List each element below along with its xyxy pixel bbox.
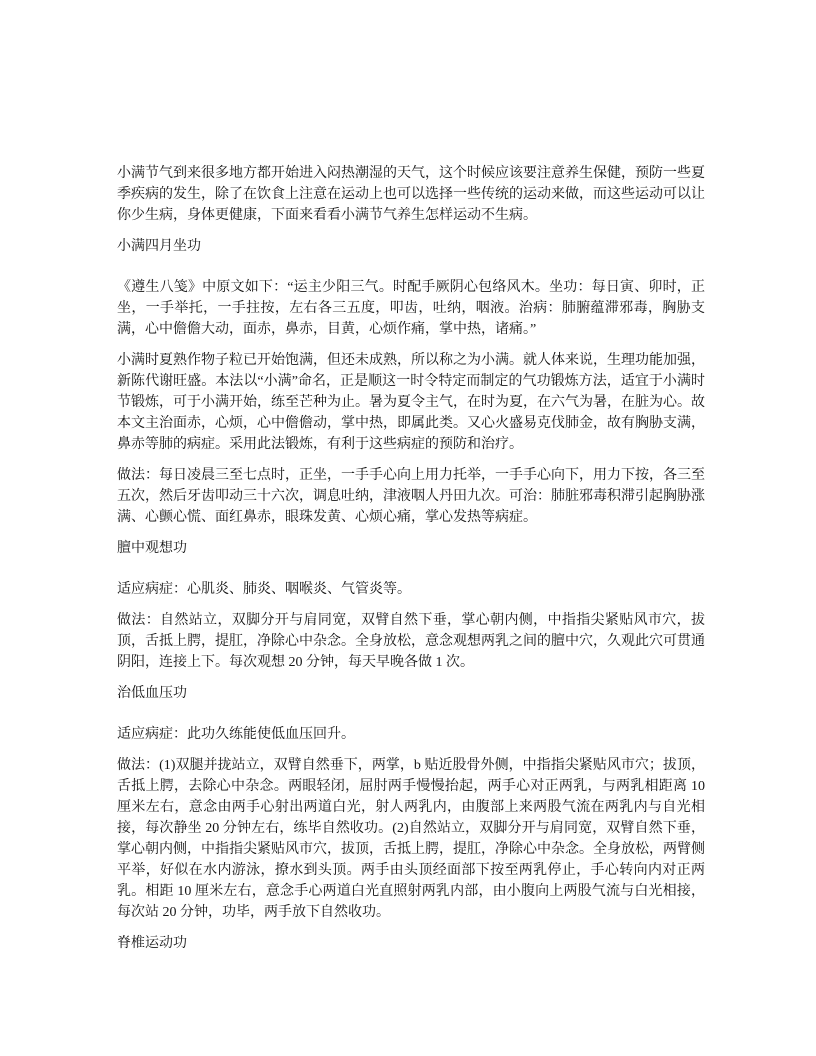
paragraph-dixueya-method: 做法：(1)双腿并拢站立，双臂自然垂下，两掌，b 贴近股骨外侧，中指指尖紧贴风市穴；拔顶，舌抵上腭，去除心中杂念。两眼轻闭，屈肘两手慢慢抬起，两手心对正两乳，与两乳相距离 10 厘米左右，意念由两手心射出两道白光，射人两乳内，由腹部上来两股气流在两乳内与自光相接，每次静坐 20 分钟左右，练毕自然收功。(2)自然站立，双脚分开与肩同宽，双臂自然下垂，掌心朝内侧，中指指尖紧贴风市穴，拔顶，舌抵上腭，提肛，净除心中杂念。全身放松，两臂侧平举，好似在水内游泳，撩水到头顶。两手由头顶经面部下按至两乳停止，手心转向内对正两乳。相距 10 厘米左右，意念手心两道白光直照射两乳内部，由小腹向上两股气流与白光相接，每次站 20 分钟，功毕，两手放下自然收功。 [117, 758, 705, 920]
paragraph-dixueya-indications: 适应病症：此功久练能使低血压回升。 [117, 727, 355, 742]
paragraph-zunsheng-bajian-quote: 《遵生八笺》中原文如下：“运主少阳三气。时配手厥阴心包络风木。坐功：每日寅、卯时，正坐，一手举托，一手拄按，左右各三五度，叩齿，吐纳，咽液。治病：肺腑蕴滞邪毒，胸胁支满，心中儋儋大动，面赤，鼻赤，目黄，心烦作痛，掌中热，诸痛。” [117, 280, 705, 337]
heading-xiaoman-siyue-zuogong: 小满四月坐功 [117, 239, 201, 254]
paragraph-tanzhong-method: 做法：自然站立，双脚分开与肩同宽，双臂自然下垂，掌心朝内侧，中指指尖紧贴风市穴，拔顶，舌抵上腭，提肛，净除心中杂念。全身放松，意念观想两乳之间的膻中穴，久观此穴可贯通阴阳，连接上下。每次观想 20 分钟，每天早晚各做 1 次。 [117, 613, 705, 670]
heading-zhi-dixueya-gong: 治低血压功 [117, 686, 187, 701]
paragraph-tanzhong-indications: 适应病症：心肌炎、肺炎、咽喉炎、气管炎等。 [117, 582, 411, 597]
paragraph-xiaoman-explanation: 小满时夏熟作物子粒已开始饱满，但还未成熟，所以称之为小满。就人体来说，生理功能加强，新陈代谢旺盛。本法以“小满”命名，正是顺这一时令特定而制定的气功锻炼方法，适宜于小满时节锻炼，可于小满开始，练至芒种为止。暑为夏令主气，在时为夏，在六气为暑，在脏为心。故本文主治面赤，心烦，心中儋儋动，掌中热，即属此类。又心火盛易克伐肺金，故有胸胁支满，鼻赤等肺的病症。采用此法锻炼，有利于这些病症的预防和治疗。 [117, 353, 705, 452]
intro-paragraph: 小满节气到来很多地方都开始进入闷热潮湿的天气，这个时候应该要注意养生保健，预防一些夏季疾病的发生，除了在饮食上注意在运动上也可以选择一些传统的运动来做，而这些运动可以让你少生病，身体更健康，下面来看看小满节气养生怎样运动不生病。 [117, 166, 705, 223]
heading-tanzhong-guanxiang-gong: 膻中观想功 [117, 541, 187, 556]
paragraph-zuogong-method: 做法：每日凌晨三至七点时，正坐，一手手心向上用力托举，一手手心向下，用力下按，各三至五次，然后牙齿叩动三十六次，调息吐纳，津液咽人丹田九次。可治：肺脏邪毒积滞引起胸胁涨满、心颤心慌、面红鼻赤，眼珠发黄、心烦心痛，掌心发热等病症。 [117, 468, 705, 525]
heading-jizhui-yundong-gong: 脊椎运动功 [117, 936, 187, 951]
